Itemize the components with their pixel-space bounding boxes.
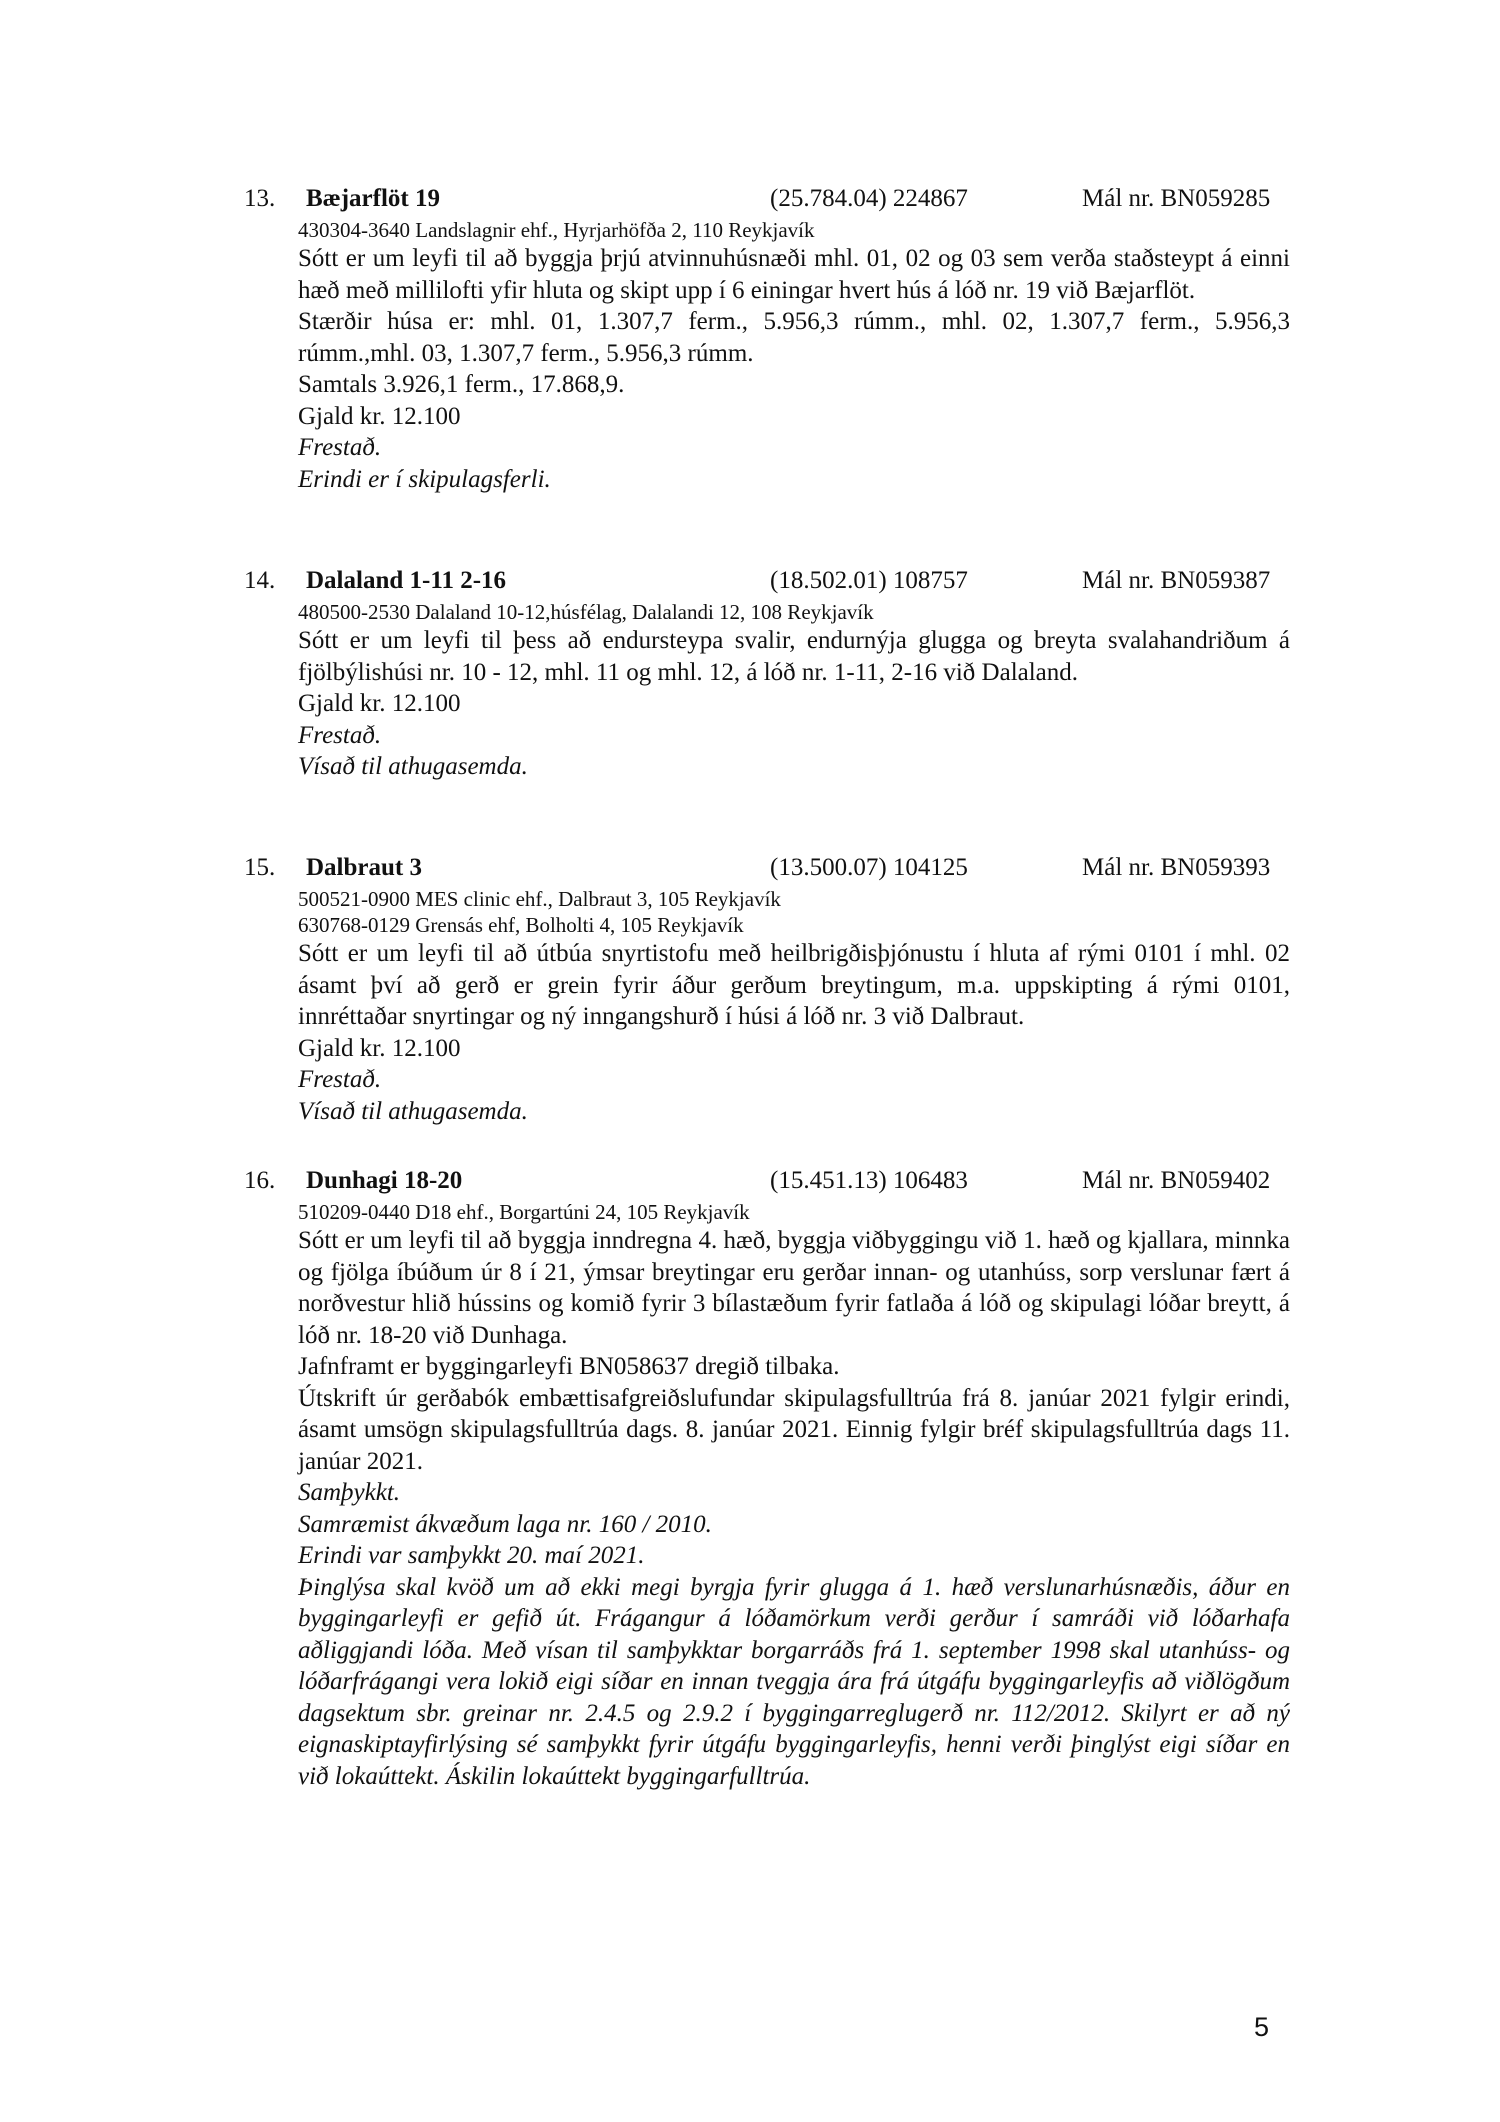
item-number: 16. [244, 1167, 276, 1194]
decision-note: Vísað til athugasemda. [298, 753, 528, 780]
agenda-item-14 [244, 565, 1294, 783]
agenda-item-15 [244, 852, 1294, 1127]
agenda-item-header [244, 852, 1294, 886]
description-paragraph: Sótt er um leyfi til að byggja þrjú atvinnuhúsnæði mhl. 01, 02 og 03 sem verða staðsteypt á einni hæð með millilofti yfir hluta og skipt upp í 6 einingar hvert hús á lóð nr. 19 við Bæjarflöt. [298, 245, 1290, 304]
applicant-line: 630768-0129 Grensás ehf, Bolholti 4, 105 Reykjavík [298, 913, 744, 937]
agenda-item-header [244, 183, 1294, 217]
decision-text: Frestað. [298, 1066, 382, 1093]
agenda-item-16 [244, 1165, 1294, 1792]
case-number: Mál nr. BN059387 [1082, 567, 1271, 594]
item-title: Dunhagi 18-20 [306, 1167, 463, 1194]
item-number: 14. [244, 567, 276, 594]
description-paragraph: Útskrift úr gerðabók embættisafgreiðslufundar skipulagsfulltrúa frá 8. janúar 2021 fylgir erindi, ásamt umsögn skipulagsfulltrúa dags. 8. janúar 2021. Einnig fylgir bréf skipulagsfulltrúa dags 11. janúar 2021. [298, 1384, 1290, 1475]
case-number: Mál nr. BN059402 [1082, 1167, 1271, 1194]
decision-text: Samþykkt. [298, 1479, 401, 1506]
applicant-line: 480500-2530 Dalaland 10-12,húsfélag, Dalalandi 12, 108 Reykjavík [298, 600, 874, 624]
applicant-line: 430304-3640 Landslagnir ehf., Hyrjarhöfða 2, 110 Reykjavík [298, 218, 815, 242]
description-paragraph: Samtals 3.926,1 ferm., 17.868,9. [298, 371, 625, 398]
applicant-line: 500521-0900 MES clinic ehf., Dalbraut 3, 105 Reykjavík [298, 887, 781, 911]
item-title: Dalaland 1-11 2-16 [306, 567, 507, 594]
land-id: (15.451.13) 106483 [770, 1167, 968, 1194]
decision-note: Erindi er í skipulagsferli. [298, 465, 551, 493]
description-paragraph: Stærðir húsa er: mhl. 01, 1.307,7 ferm., 5.956,3 rúmm., mhl. 02, 1.307,7 ferm., 5.956,3 rúmm.,mhl. 03, 1.307,7 ferm., 5.956,3 rúmm. [298, 308, 1290, 367]
conditions-text: Þinglýsa skal kvöð um að ekki megi byrgja fyrir glugga á 1. hæð verslunarhúsnæðis, áður en byggingarleyfi er gefið út. Frágangur á lóðamörkum verði gerður í samráði við lóðarhafa aðliggjandi lóða. Með vísan til samþykktar borgarráðs frá 1. september 1998 skal utanhúss- og lóðarfrágangi vera lokið eigi síðar en innan tveggja ára frá útgáfu byggingarleyfis að viðlögðum dagsektum sbr. greinar nr. 2.4.5 og 2.9.2 í byggingarreglugerð nr. 112/2012. Skilyrt er að ný eignaskiptayfirlýsing sé samþykkt fyrir útgáfu byggingarleyfis, henni verði þinglýst eigi síðar en við lokaúttekt. Áskilin lokaúttekt byggingarfulltrúa. [298, 1573, 1290, 1790]
decision-text: Frestað. [298, 721, 382, 749]
land-id: (25.784.04) 224867 [770, 185, 968, 212]
land-id: (18.502.01) 108757 [770, 567, 968, 594]
case-number: Mál nr. BN059285 [1082, 185, 1271, 212]
agenda-item-header [244, 565, 1294, 599]
item-number: 15. [244, 854, 276, 881]
applicant-line: 510209-0440 D18 ehf., Borgartúni 24, 105 Reykjavík [298, 1200, 750, 1224]
land-id: (13.500.07) 104125 [770, 854, 968, 881]
item-number: 13. [244, 185, 276, 212]
agenda-item-header [244, 1165, 1294, 1199]
description-paragraph: Jafnframt er byggingarleyfi BN058637 dregið tilbaka. [298, 1353, 840, 1380]
decision-note: Erindi var samþykkt 20. maí 2021. [298, 1542, 645, 1569]
agenda-item-13 [244, 183, 1294, 495]
case-number: Mál nr. BN059393 [1082, 854, 1271, 881]
description-paragraph: Sótt er um leyfi til að byggja inndregna 4. hæð, byggja viðbyggingu við 1. hæð og kjallara, minnka og fjölga íbúðum úr 8 í 21, ýmsar breytingar eru gerðar innan- og utanhúss, sorp verslunar fært á norðvestur hlið hússins og komið fyrir 3 bílastæðum fyrir fatlaða á lóð og skipulagi lóðar breytt, á lóð nr. 18-20 við Dunhaga. [298, 1227, 1290, 1349]
fee-line: Gjald kr. 12.100 [298, 690, 461, 717]
description-paragraph: Sótt er um leyfi til að útbúa snyrtistofu með heilbrigðisþjónustu í hluta af rými 0101 í mhl. 02 ásamt því að gerð er grein fyrir áður gerðum breytingum, m.a. uppskipting á rými 0101, innréttaðar snyrtingar og ný inngangshurð í húsi á lóð nr. 3 við Dalbraut. [298, 940, 1290, 1030]
decision-text: Frestað. [298, 434, 382, 461]
page-number: 5 [1254, 2012, 1270, 2042]
item-title: Dalbraut 3 [306, 854, 422, 881]
decision-note: Samræmist ákvæðum laga nr. 160 / 2010. [298, 1510, 712, 1538]
fee-line: Gjald kr. 12.100 [298, 1034, 461, 1062]
fee-line: Gjald kr. 12.100 [298, 402, 461, 430]
decision-note: Vísað til athugasemda. [298, 1097, 528, 1125]
description-paragraph: Sótt er um leyfi til þess að endursteypa svalir, endurnýja glugga og breyta svalahandriðum á fjölbýlishúsi nr. 10 - 12, mhl. 11 og mhl. 12, á lóð nr. 1-11, 2-16 við Dalaland. [298, 627, 1290, 686]
item-title: Bæjarflöt 19 [306, 185, 440, 212]
